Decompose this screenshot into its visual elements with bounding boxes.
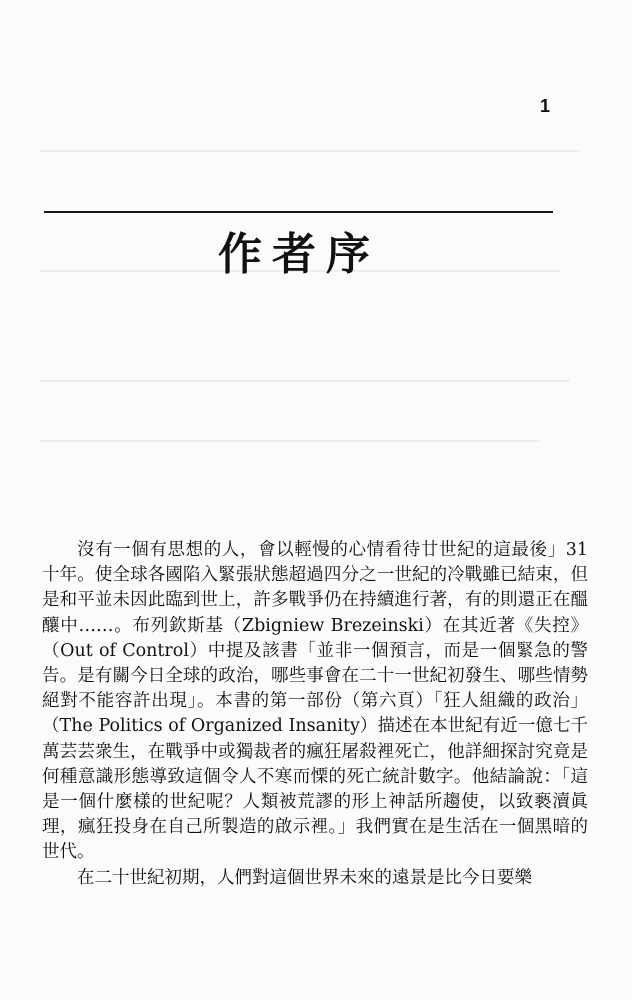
- title-rule: [44, 211, 553, 213]
- body-text: [42, 538, 588, 891]
- paragraph-2: 在二十世紀初期，人們對這個世界未來的遠景是比今日要樂: [77, 867, 532, 888]
- paragraph-1: 沒有一個有思想的人，會以輕慢的心情看待廿世紀的這最後」31十年。使全球各國陷入緊張狀態超過四分之一世紀的冷戰雖已結束，但是和平並未因此臨到世上，許多戰爭仍在持續進行著，有的則還正在醞釀中……。布列欽斯基（Zbigniew Brezeinski）在其近著《失控》（Out of Control）中提及該書「並非一個預言，而是一個緊急的警告。是有關今日全球的政治，哪些事會在二十一世紀初發生、哪些情勢絕對不能容許出現」。本書的第一部份（第六頁）「狂人組織的政治」（The Politics of Organized Insanity）描述在本世紀有近一億七千萬芸芸衆生，在戰爭中或獨裁者的瘋狂屠殺裡死亡，他詳細探討究竟是何種意識形態導致這個令人不寒而慄的死亡統計數字。他結論說：「這是一個什麼樣的世紀呢？人類被荒謬的形上神話所趨使，以致褻瀆眞理，瘋狂投身在自己所製造的啟示裡。」我們實在是生活在一個黑暗的世代。: [42, 540, 588, 863]
- chapter-title: 作者序: [218, 229, 380, 280]
- page-number: 1: [540, 96, 551, 116]
